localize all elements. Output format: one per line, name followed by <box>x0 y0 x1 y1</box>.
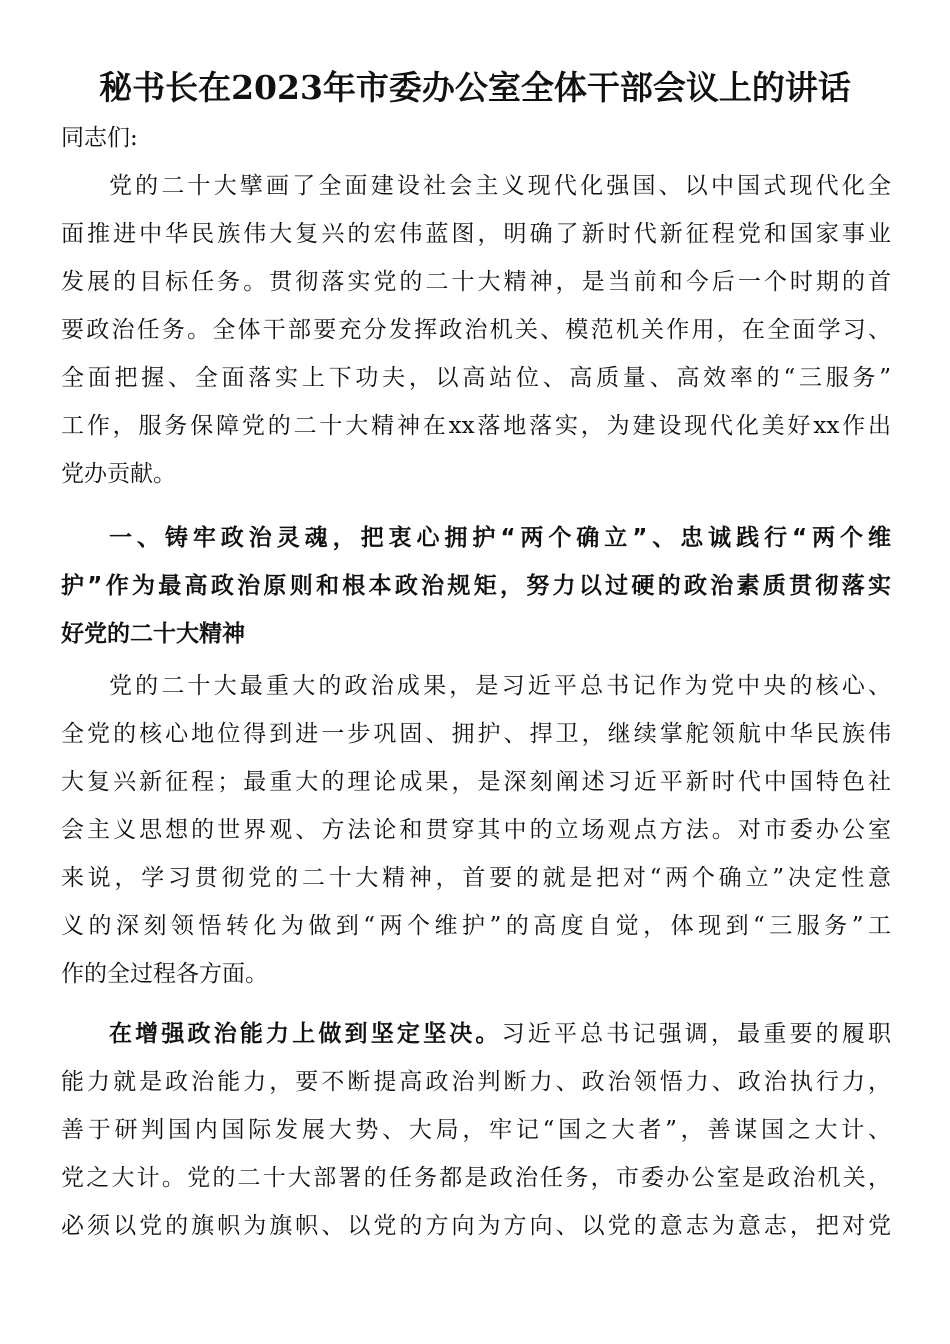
paragraph-3-lead: 在增强政治能力上做到坚定坚决。 <box>109 1021 502 1047</box>
paragraph-1-line: 全面把握、全面落实上下功夫，以高站位、高质量、高效率的“三服务” <box>61 365 891 391</box>
document-title: 秘书长在2023年市委办公室全体干部会议上的讲话 <box>99 68 851 107</box>
paragraph-2-line: 作的全过程各方面。 <box>61 961 268 987</box>
paragraph-2-line: 会主义思想的世界观、方法论和贯穿其中的立场观点方法。对市委办公室 <box>61 817 891 843</box>
paragraph-1-line: 工作，服务保障党的二十大精神在xx落地落实，为建设现代化美好xx作出 <box>61 413 891 439</box>
paragraph-1-line: 发展的目标任务。贯彻落实党的二十大精神，是当前和今后一个时期的首 <box>61 269 891 295</box>
paragraph-3-line: 党之大计。党的二十大部署的任务都是政治任务，市委办公室是政治机关， <box>61 1165 891 1191</box>
paragraph-3-first-line <box>109 1010 891 1058</box>
salutation: 同志们: <box>61 125 138 151</box>
paragraph-2-line: 党的二十大最重大的政治成果，是习近平总书记作为党中央的核心、 <box>109 673 891 699</box>
paragraph-2-line: 全党的核心地位得到进一步巩固、拥护、捍卫，继续掌舵领航中华民族伟 <box>61 721 891 747</box>
paragraph-2-line: 义的深刻领悟转化为做到“两个维护”的高度自觉，体现到“三服务”工 <box>61 913 891 939</box>
paragraph-1-line: 面推进中华民族伟大复兴的宏伟蓝图，明确了新时代新征程党和国家事业 <box>61 221 891 247</box>
paragraph-3-line: 能力就是政治能力，要不断提高政治判断力、政治领悟力、政治执行力， <box>61 1069 891 1095</box>
section-heading-line: 好党的二十大精神 <box>61 621 245 647</box>
paragraph-1-line: 党办贡献。 <box>61 461 176 487</box>
paragraph-1-line: 党的二十大擘画了全面建设社会主义现代化强国、以中国式现代化全 <box>109 173 891 199</box>
paragraph-2-line: 来说，学习贯彻党的二十大精神，首要的就是把对“两个确立”决定性意 <box>61 865 891 891</box>
paragraph-3-line: 必须以党的旗帜为旗帜、以党的方向为方向、以党的意志为意志，把对党 <box>61 1213 891 1239</box>
paragraph-2-line: 大复兴新征程；最重大的理论成果，是深刻阐述习近平新时代中国特色社 <box>61 769 891 795</box>
paragraph-3-first-rest: 习近平总书记强调，最重要的履职 <box>501 1021 892 1047</box>
paragraph-3-line: 善于研判国内国际发展大势、大局，牢记“国之大者”，善谋国之大计、 <box>61 1117 891 1143</box>
paragraph-1-line: 要政治任务。全体干部要充分发挥政治机关、模范机关作用，在全面学习、 <box>61 317 891 343</box>
section-heading-line: 一、铸牢政治灵魂，把衷心拥护“两个确立”、忠诚践行“两个维 <box>109 525 891 551</box>
section-heading-line: 护”作为最高政治原则和根本政治规矩，努力以过硬的政治素质贯彻落实 <box>61 573 891 599</box>
